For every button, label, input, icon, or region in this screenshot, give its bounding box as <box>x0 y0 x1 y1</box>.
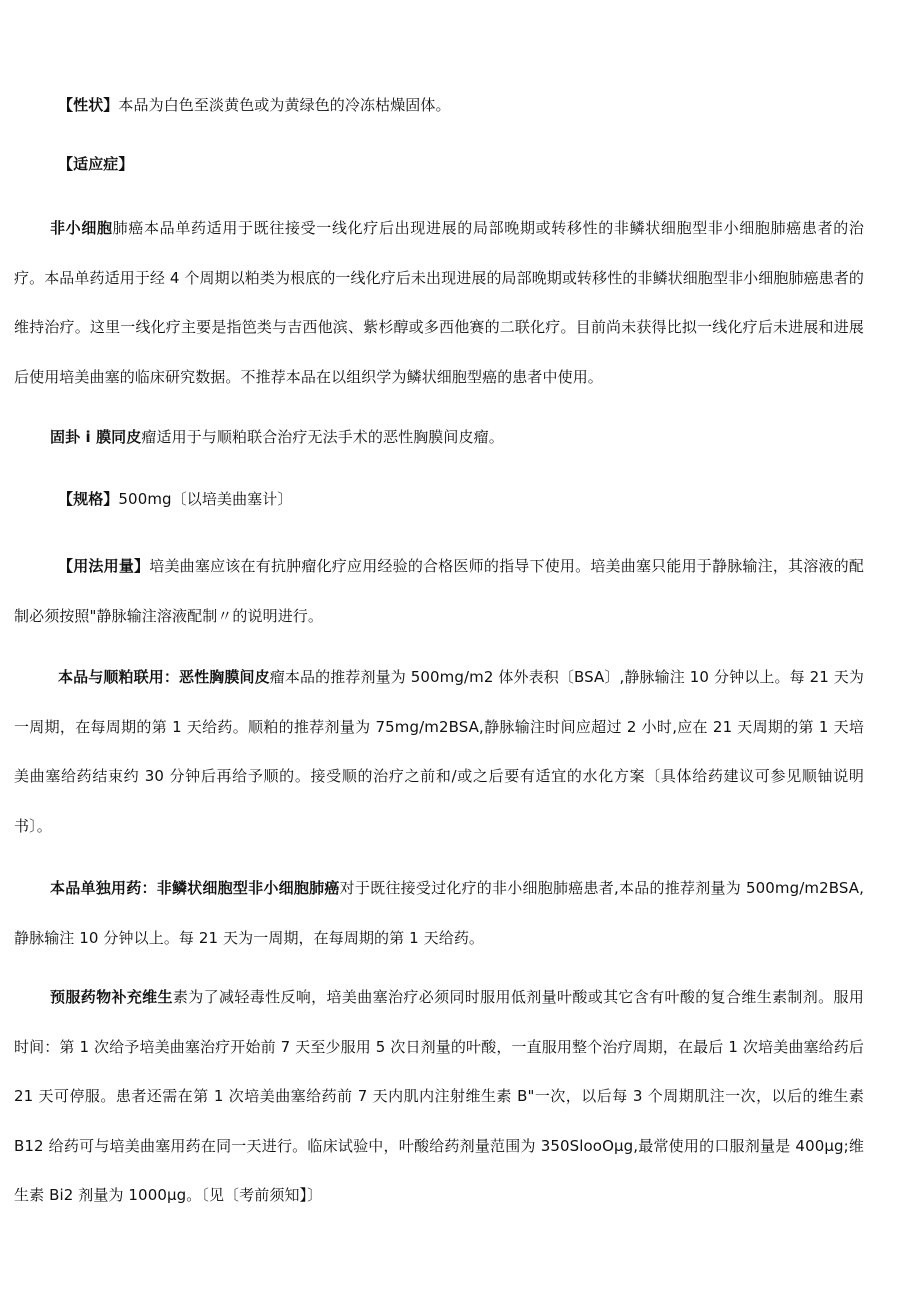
paragraph-lead: 非小细胞 <box>50 219 113 237</box>
paragraph-text: 素为了减轻毒性反响，培美曲塞治疗必须同时服用低剂量叶酸或其它含有叶酸的复合维生素制剂。服用时间：第 1 次给予培美曲塞治疗开始前 7 天至少服用 5 次日剂量的叶酸，一直服用整个治疗周期，在最后 1 次培美曲塞给药后 21 天可停服。患者还需在第 1 次培美曲塞给药前 7 天内肌内注射维生素 B"一次，以后每 3 个周期肌注一次，以后的维生素 B12 给药可与培美曲塞用药在同一天进行。临床试验中，叶酸给药剂量范围为 350SlooOμg,最常使用的口服剂量是 400μg;维生素 Bi2 剂量为 1000μg。〔见〔考前须知】〕 <box>14 988 864 1204</box>
paragraph-premedication-vitamins <box>14 973 864 1221</box>
paragraph-lead: 本品与顺粕联用：恶性胸膜间皮 <box>58 668 270 686</box>
paragraph-lead: 预服药物补充维生 <box>50 988 173 1006</box>
paragraph-dosage <box>14 542 864 641</box>
paragraph-monotherapy <box>14 864 864 963</box>
paragraph-text: 对于既往接受过化疗的非小细胞肺癌患者,本品的推荐剂量为 500mg/m2BSA,静脉输注 10 分钟以上。每 21 天为一周期，在每周期的第 1 天给药。 <box>14 879 864 947</box>
paragraph-text: 培美曲塞应该在有抗肿瘤化疗应用经验的合格医师的指导下使用。培美曲塞只能用于静脉输注，其溶液的配制必须按照"静脉输注溶液配制〃的说明进行。 <box>14 557 864 625</box>
paragraph-text: 本品为白色至淡黄色或为黄绿色的冷冻枯燥固体。 <box>118 96 451 114</box>
paragraph-properties <box>14 81 864 131</box>
paragraph-indications-heading <box>14 140 864 190</box>
paragraph-text: 瘤适用于与顺粕联合治疗无法手术的恶性胸膜间皮瘤。 <box>141 428 504 446</box>
paragraph-mesothelioma-indication <box>14 413 864 463</box>
paragraph-text: 500mg〔以培美曲塞计〕 <box>118 490 293 508</box>
paragraph-lead: 固卦 i 膜同皮 <box>50 428 142 446</box>
paragraph-text: 瘤本品的推荐剂量为 500mg/m2 体外表积〔BSA〕,静脉输注 10 分钟以上。每 21 天为一周期，在每周期的第 1 天给药。顺粕的推荐剂量为 75mg/m2BSA,静脉输注时间应超过 2 小时,应在 21 天周期的第 1 天培美曲塞给药结束约 30 分钟后再给予顺的。接受顺的治疗之前和/或之后要有适宜的水化方案〔具体给药建议可参见顺铀说明书〕。 <box>14 668 864 835</box>
section-heading: 【适应症】 <box>58 155 134 173</box>
paragraph-lead: 本品单独用药：非鳞状细胞型非小细胞肺癌 <box>50 879 340 897</box>
section-heading: 【规格】 <box>58 490 119 508</box>
paragraph-nsclc-indication <box>14 204 864 402</box>
paragraph-specification <box>14 475 864 525</box>
paragraph-text: 肺癌本品单药适用于既往接受一线化疗后出现进展的局部晚期或转移性的非鳞状细胞型非小细胞肺癌患者的治疗。本品单药适用于经 4 个周期以粕类为根底的一线化疗后未出现进展的局部晚期或转移性的非鳞状细胞型非小细胞肺癌患者的维持治疗。这里一线化疗主要是指笆类与吉西他滨、紫杉醇或多西他赛的二联化疗。目前尚未获得比拟一线化疗后未进展和进展后使用培美曲塞的临床研究数据。不推荐本品在以组织学为鳞状细胞型癌的患者中使用。 <box>14 219 865 386</box>
section-heading: 【用法用量】 <box>58 557 150 575</box>
paragraph-combination-cisplatin <box>14 653 864 851</box>
section-heading: 【性状】 <box>58 96 119 114</box>
